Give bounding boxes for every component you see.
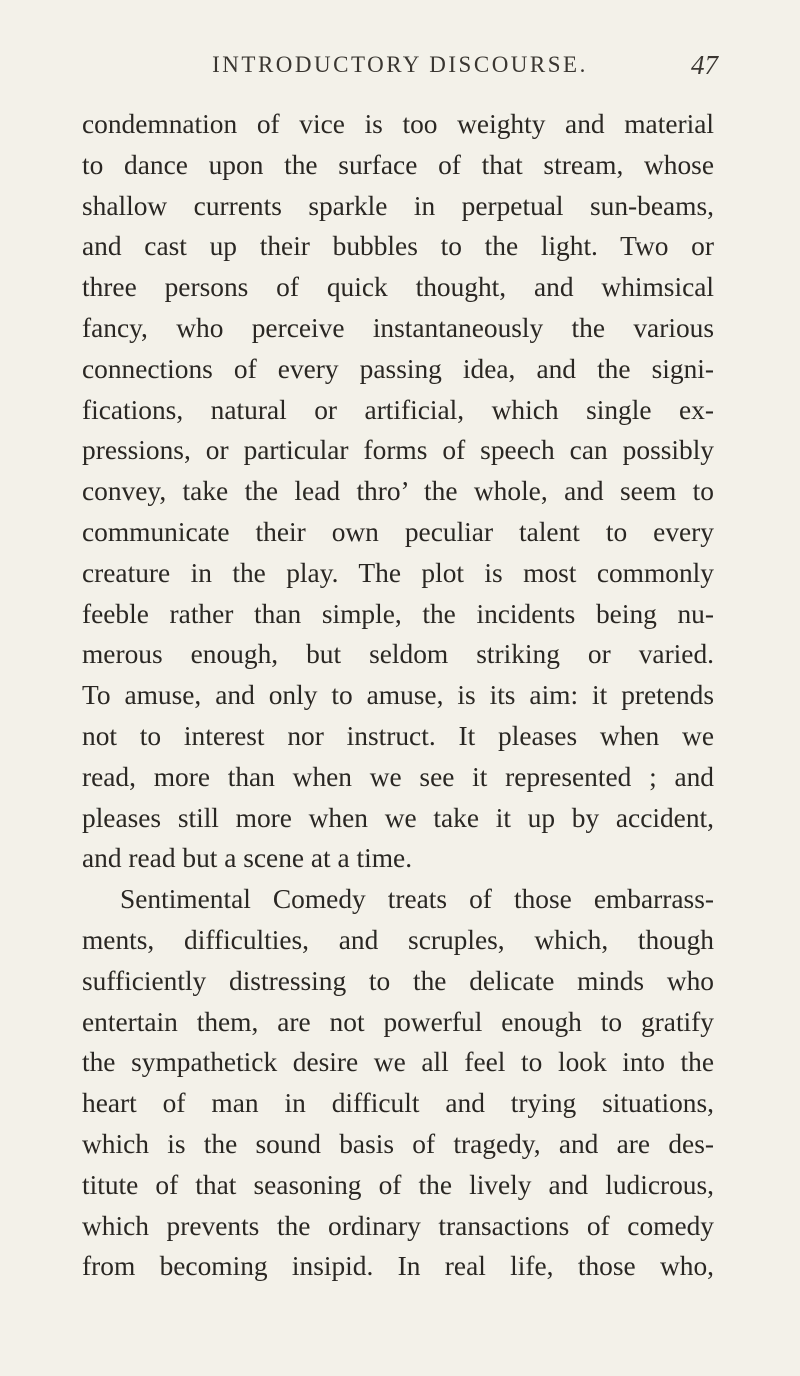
text-line: which prevents the ordinary transactions of comedy: [82, 1210, 714, 1241]
text-line: shallow currents sparkle in perpetual sun-beams,: [82, 190, 714, 221]
text-line: connections of every passing idea, and the signi-: [82, 353, 714, 384]
text-line: condemnation of vice is too weighty and material: [82, 109, 714, 139]
text-line: pleases still more when we take it up by accident,: [82, 802, 714, 833]
text-line: convey, take the lead thro’ the whole, and seem to: [82, 476, 714, 507]
body-text: [82, 104, 714, 1287]
text-line: fications, natural or artificial, which single ex-: [82, 394, 714, 425]
page-number: 47: [691, 50, 718, 80]
text-line: heart of man in difficult and trying situations,: [82, 1088, 714, 1119]
text-line: creature in the play. The plot is most commonly: [82, 557, 714, 588]
text-line: from becoming insipid. In real life, those who,: [82, 1251, 714, 1282]
text-line: sufficiently distressing to the delicate minds who: [82, 965, 714, 996]
text-line: ments, difficulties, and scruples, which, though: [82, 924, 714, 955]
text-line: read, more than when we see it represented ; and: [82, 761, 714, 792]
text-line: communicate their own peculiar talent to every: [82, 516, 714, 547]
text-line: merous enough, but seldom striking or varied.: [82, 639, 714, 670]
text-line: Sentimental Comedy treats of those embarrass-: [120, 884, 714, 915]
text-line: fancy, who perceive instantaneously the various: [82, 312, 714, 343]
running-title: INTRODUCTORY DISCOURSE.: [212, 52, 588, 77]
text-line: entertain them, are not powerful enough to gratify: [82, 1006, 714, 1037]
text-line: three persons of quick thought, and whimsical: [82, 272, 714, 303]
text-line: titute of that seasoning of the lively and ludicrous,: [82, 1169, 714, 1200]
text-line: feeble rather than simple, the incidents being nu-: [82, 598, 714, 629]
text-line: To amuse, and only to amuse, is its aim: it pretends: [82, 680, 714, 711]
text-line: and cast up their bubbles to the light. Two or: [82, 231, 714, 262]
text-line: pressions, or particular forms of speech can possibly: [82, 435, 714, 466]
paragraph-sentimental-comedy: [82, 879, 714, 1287]
running-head: [0, 52, 800, 92]
text-line: not to interest nor instruct. It pleases when we: [82, 720, 714, 751]
text-line: which is the sound basis of tragedy, and are des-: [82, 1128, 714, 1159]
paragraph-continuation: [82, 104, 714, 879]
text-line: to dance upon the surface of that stream, whose: [82, 149, 714, 180]
text-line: the sympathetick desire we all feel to look into the: [82, 1047, 714, 1078]
text-line: and read but a scene at a time.: [82, 843, 413, 874]
